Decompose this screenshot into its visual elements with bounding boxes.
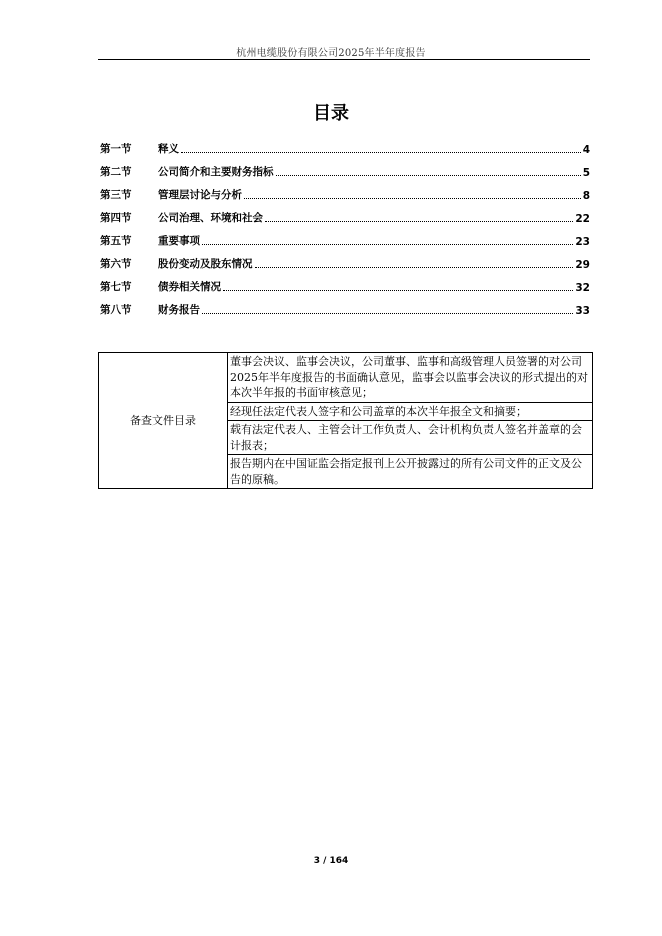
toc-entry[interactable] xyxy=(100,271,590,294)
toc-dot-leader xyxy=(255,266,574,268)
toc-section-name: 公司治理、环境和社会 xyxy=(158,212,263,224)
toc-section-name: 释义 xyxy=(158,143,179,155)
toc-dot-leader xyxy=(265,220,573,222)
toc-dot-leader xyxy=(244,197,581,199)
toc-section-number: 第七节 xyxy=(100,281,132,293)
page-indicator: 3 / 164 xyxy=(313,856,349,866)
toc-section-number: 第一节 xyxy=(100,143,132,155)
toc-page-number: 32 xyxy=(575,282,590,294)
toc-section-number: 第四节 xyxy=(100,212,132,224)
toc-section-number: 第五节 xyxy=(100,235,132,247)
report-header-title: 杭州电缆股份有限公司2025年半年度报告 xyxy=(236,48,426,59)
toc-section-name: 管理层讨论与分析 xyxy=(158,189,242,201)
toc-entry[interactable] xyxy=(100,202,590,225)
toc-entry[interactable] xyxy=(100,133,590,156)
toc-section-name: 债券相关情况 xyxy=(158,281,221,293)
table-row xyxy=(99,353,593,403)
toc-dot-leader xyxy=(276,174,581,176)
reference-document-item: 载有法定代表人、主管会计工作负责人、会计机构负责人签名并盖章的会计报表； xyxy=(228,421,593,455)
toc-entry[interactable] xyxy=(100,156,590,179)
toc-entry[interactable] xyxy=(100,225,590,248)
toc-title: 目录 xyxy=(313,103,349,124)
toc-dot-leader xyxy=(223,289,573,291)
header-divider xyxy=(98,59,590,60)
toc-page-number: 8 xyxy=(582,190,590,202)
toc-dot-leader xyxy=(202,312,573,314)
toc-page-number: 23 xyxy=(575,236,590,248)
toc-entry[interactable] xyxy=(100,294,590,317)
toc-section-number: 第三节 xyxy=(100,189,132,201)
toc-dot-leader xyxy=(202,243,573,245)
toc-page-number: 4 xyxy=(582,144,590,156)
toc-section-number: 第二节 xyxy=(100,166,132,178)
toc-section-name: 公司简介和主要财务指标 xyxy=(158,166,274,178)
toc-page-number: 33 xyxy=(575,305,590,317)
toc-section-number: 第八节 xyxy=(100,304,132,316)
toc-page-number: 22 xyxy=(575,213,590,225)
toc-entry[interactable] xyxy=(100,248,590,271)
toc-section-name: 股份变动及股东情况 xyxy=(158,258,253,270)
toc-section-number: 第六节 xyxy=(100,258,132,270)
reference-document-item: 董事会决议、监事会决议，公司董事、监事和高级管理人员签署的对公司2025年半年度报告的书面确认意见，监事会以监事会决议的形式提出的对本次半年报的书面审核意见； xyxy=(228,353,593,403)
reference-documents-label: 备查文件目录 xyxy=(99,353,228,489)
table-of-contents xyxy=(100,133,590,317)
toc-section-name: 财务报告 xyxy=(158,304,200,316)
reference-documents-table xyxy=(98,352,593,489)
reference-document-item: 经现任法定代表人签字和公司盖章的本次半年报全文和摘要； xyxy=(228,402,593,421)
toc-page-number: 29 xyxy=(575,259,590,271)
toc-entry[interactable] xyxy=(100,179,590,202)
reference-document-item: 报告期内在中国证监会指定报刊上公开披露过的所有公司文件的正文及公告的原稿。 xyxy=(228,455,593,489)
toc-page-number: 5 xyxy=(582,167,590,179)
toc-section-name: 重要事项 xyxy=(158,235,200,247)
toc-dot-leader xyxy=(181,151,581,153)
